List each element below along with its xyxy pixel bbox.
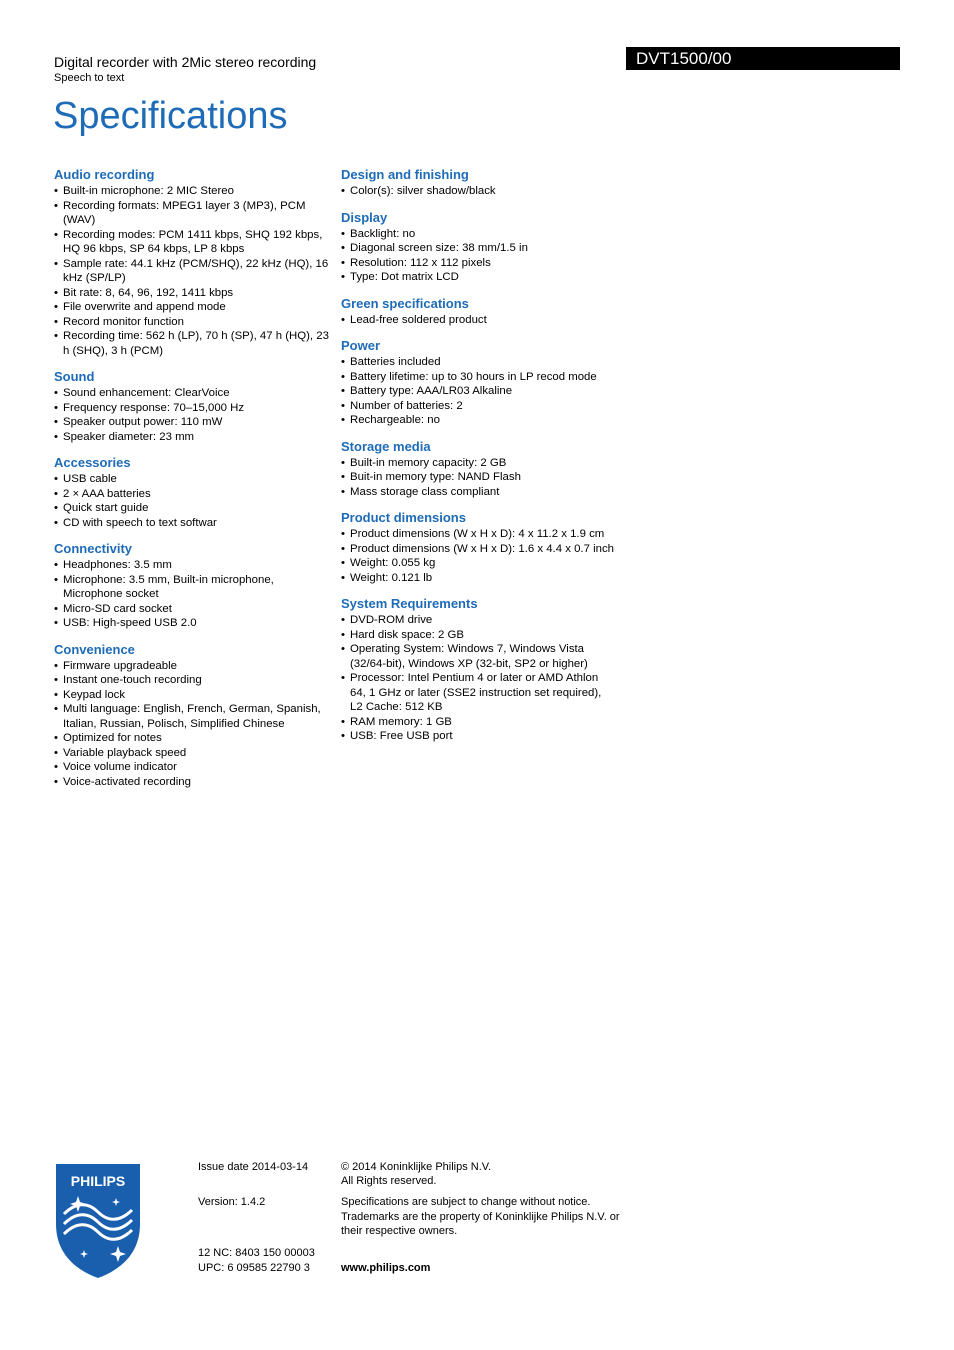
spec-item: • Multi language: English, French, German, Spanish, Italian, Russian, Polisch, Simplified Chinese <box>54 702 329 731</box>
spec-item: • Diagonal screen size: 38 mm/1.5 in <box>341 241 616 256</box>
section-title: Convenience <box>54 641 135 657</box>
spec-section <box>341 510 616 585</box>
logo-wordmark: PHILIPS <box>70 1173 126 1189</box>
spec-item: • DVD-ROM drive <box>341 613 616 628</box>
spec-item: • Operating System: Windows 7, Windows Vista (32/64-bit), Windows XP (32-bit, SP2 or higher) <box>341 642 616 671</box>
spec-section <box>54 455 329 530</box>
spec-list <box>341 613 616 744</box>
spec-item: • Optimized for notes <box>54 731 329 746</box>
spec-item: • Speaker diameter: 23 mm <box>54 430 329 445</box>
spec-item: • Product dimensions (W x H x D): 1.6 x 4.4 x 0.7 inch <box>341 542 616 557</box>
spec-item: • Weight: 0.121 lb <box>341 571 616 586</box>
section-title: Design and finishing <box>341 167 469 182</box>
section-title: Sound <box>54 369 95 384</box>
spec-item: • Mass storage class compliant <box>341 485 616 500</box>
spec-item: • Sound enhancement: ClearVoice <box>54 386 329 401</box>
spec-item: • Firmware upgradeable <box>54 659 329 674</box>
section-title: Green specifications <box>341 295 469 311</box>
left-spec-column <box>54 167 329 800</box>
spec-item: • Built-in memory capacity: 2 GB <box>341 456 616 471</box>
spec-item: • Hard disk space: 2 GB <box>341 628 616 643</box>
spec-item: • Recording formats: MPEG1 layer 3 (MP3), PCM (WAV) <box>54 199 329 228</box>
spec-item: • Battery lifetime: up to 30 hours in LP recod mode <box>341 370 616 385</box>
spec-section <box>341 167 616 199</box>
spec-section <box>341 210 616 285</box>
section-title: Product dimensions <box>341 510 466 525</box>
section-title: Audio recording <box>54 167 155 182</box>
spec-item: • RAM memory: 1 GB <box>341 715 616 730</box>
spec-item: • Frequency response: 70–15,000 Hz <box>54 401 329 416</box>
spec-item: • Type: Dot matrix LCD <box>341 270 616 285</box>
page-title: Specifications <box>53 95 288 137</box>
section-title: Power <box>341 338 381 353</box>
spec-item: • Product dimensions (W x H x D): 4 x 11.2 x 1.9 cm <box>341 527 616 542</box>
product-subtitle: Digital recorder with 2Mic stereo recording <box>54 54 317 70</box>
model-number-bar: DVT1500/00 <box>626 47 900 70</box>
section-title: Connectivity <box>54 541 133 556</box>
spec-section <box>341 296 616 328</box>
spec-item: • 2 × AAA batteries <box>54 487 329 502</box>
spec-item: • Speaker output power: 110 mW <box>54 415 329 430</box>
copyright: © 2014 Koninklijke Philips N.V. <box>341 1161 492 1173</box>
spec-item: • Built-in microphone: 2 MIC Stereo <box>54 184 329 199</box>
spec-item: • Batteries included <box>341 355 616 370</box>
spec-item: • CD with speech to text softwar <box>54 516 329 531</box>
spec-section <box>341 439 616 500</box>
nc-code: 12 NC: 8403 150 00003 <box>198 1247 315 1259</box>
spec-item: • Number of batteries: 2 <box>341 399 616 414</box>
spec-item: • Microphone: 3.5 mm, Built-in microphone, Microphone socket <box>54 573 329 602</box>
spec-item: • Sample rate: 44.1 kHz (PCM/SHQ), 22 kHz (HQ), 16 kHz (SP/LP) <box>54 257 329 286</box>
spec-item: • Processor: Intel Pentium 4 or later or AMD Athlon 64, 1 GHz or later (SSE2 instruction set required), L2 Cache: 512 KB <box>341 671 616 715</box>
spec-item: • Backlight: no <box>341 227 616 242</box>
spec-item: • Bit rate: 8, 64, 96, 192, 1411 kbps <box>54 286 329 301</box>
spec-item: • Recording modes: PCM 1411 kbps, SHQ 192 kbps, HQ 96 kbps, SP 64 kbps, LP 8 kbps <box>54 228 329 257</box>
spec-item: • Lead-free soldered product <box>341 313 616 328</box>
spec-item: • USB: High-speed USB 2.0 <box>54 616 329 631</box>
spec-item: • Micro-SD card socket <box>54 602 329 617</box>
spec-item: • Battery type: AAA/LR03 Alkaline <box>341 384 616 399</box>
spec-item: • File overwrite and append mode <box>54 300 329 315</box>
right-spec-column <box>341 167 616 755</box>
spec-list <box>341 355 616 428</box>
spec-list <box>54 472 329 530</box>
spec-item: • Record monitor function <box>54 315 329 330</box>
spec-item: • Voice volume indicator <box>54 760 329 775</box>
spec-item: • Instant one-touch recording <box>54 673 329 688</box>
product-subline: Speech to text <box>54 72 125 84</box>
spec-section <box>341 596 616 744</box>
spec-item: • Resolution: 112 x 112 pixels <box>341 256 616 271</box>
spec-list <box>54 184 329 358</box>
spec-item: • Keypad lock <box>54 688 329 703</box>
spec-section <box>54 167 329 358</box>
spec-section <box>54 369 329 444</box>
version: Version: 1.4.2 <box>198 1196 266 1208</box>
spec-item: • Variable playback speed <box>54 746 329 761</box>
spec-section <box>341 338 616 428</box>
spec-item: • Buit-in memory type: NAND Flash <box>341 470 616 485</box>
section-title: Storage media <box>341 438 431 454</box>
spec-item: • Recording time: 562 h (LP), 70 h (SP), 47 h (HQ), 23 h (SHQ), 3 h (PCM) <box>54 329 329 358</box>
spec-list <box>54 558 329 631</box>
issue-date: Issue date 2014-03-14 <box>198 1161 309 1173</box>
spec-list <box>54 659 329 790</box>
spec-item: • Weight: 0.055 kg <box>341 556 616 571</box>
disclaimer: Specifications are subject to change without notice. Trademarks are the property of Koninklijke Philips N.V. or their respective owners. <box>341 1196 620 1237</box>
philips-shield-logo <box>54 1162 142 1280</box>
spec-list <box>341 227 616 285</box>
spec-list <box>341 184 616 199</box>
section-title: Accessories <box>54 455 131 470</box>
section-title: Display <box>341 209 388 225</box>
upc-code: UPC: 6 09585 22790 3 <box>198 1262 310 1274</box>
spec-section <box>54 541 329 631</box>
spec-item: • Rechargeable: no <box>341 413 616 428</box>
spec-item: • Voice-activated recording <box>54 775 329 790</box>
spec-list <box>341 527 616 585</box>
spec-list <box>341 313 616 328</box>
spec-list <box>341 456 616 500</box>
spec-item: • USB: Free USB port <box>341 729 616 744</box>
spec-item: • Quick start guide <box>54 501 329 516</box>
spec-section <box>54 642 329 790</box>
rights: All Rights reserved. <box>341 1175 437 1187</box>
spec-item: • USB cable <box>54 472 329 487</box>
spec-item: • Color(s): silver shadow/black <box>341 184 616 199</box>
section-title: System Requirements <box>341 596 478 611</box>
website-link[interactable]: www.philips.com <box>341 1262 431 1274</box>
spec-item: • Headphones: 3.5 mm <box>54 558 329 573</box>
spec-list <box>54 386 329 444</box>
